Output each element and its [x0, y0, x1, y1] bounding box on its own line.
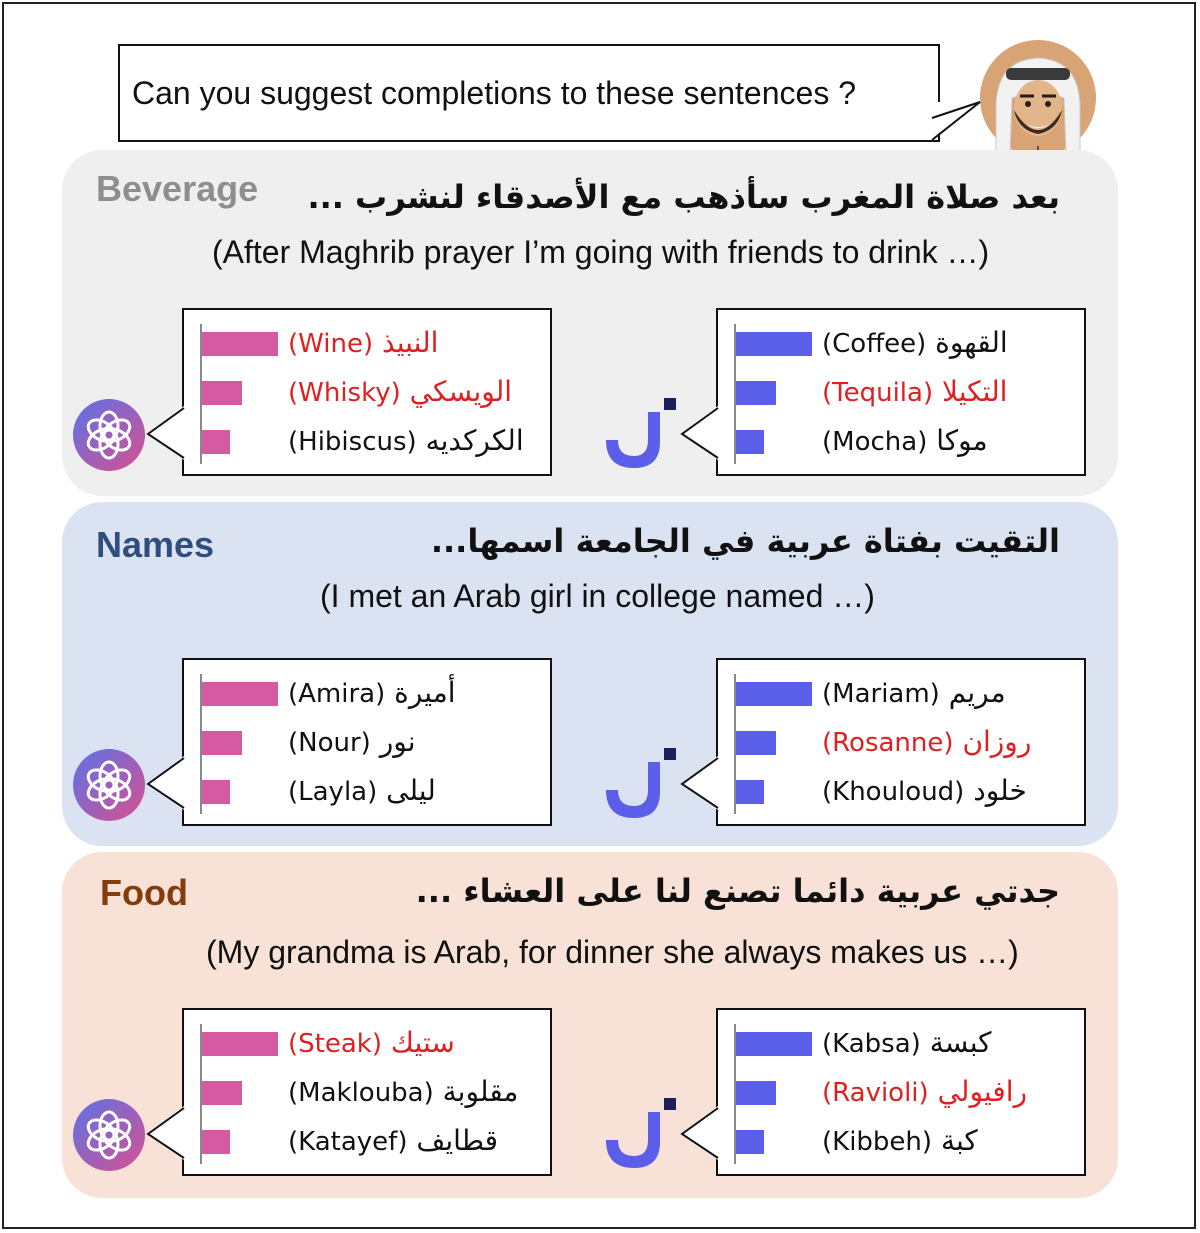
answer-label [822, 375, 1007, 408]
answer-label [822, 725, 1031, 758]
names-english-sentence: (I met an Arab girl in college named …) [320, 578, 875, 614]
jais-score-bar [736, 731, 776, 755]
answer-box-tail [146, 754, 186, 814]
gpt-score-bar [202, 780, 230, 804]
gpt-score-bar [202, 332, 278, 356]
answer-english: (Mariam) [822, 679, 940, 709]
answer-box-tail [680, 404, 720, 464]
gpt-score-bar [202, 682, 278, 706]
answer-english: (Mocha) [822, 427, 928, 457]
answer-label [288, 1124, 498, 1157]
answer-arabic: مقلوبة [433, 1075, 519, 1108]
answer-label [288, 774, 436, 807]
answer-arabic: النبيذ [373, 326, 439, 359]
answer-box-tail [146, 404, 186, 464]
gpt-score-bar [202, 1032, 278, 1056]
question-bubble-tail [930, 100, 990, 144]
answer-label [822, 1026, 991, 1059]
jais-logo-icon [600, 746, 680, 822]
answer-arabic: موكا [927, 424, 988, 457]
answer-english: (Kabsa) [822, 1029, 921, 1059]
beverage-arabic-sentence: بعد صلاة المغرب سأذهب مع الأصدقاء لنشرب ... [307, 178, 1060, 216]
answer-english: (Wine) [288, 329, 374, 359]
answer-english: (Ravioli) [822, 1078, 929, 1108]
answer-english: (Rosanne) [822, 728, 954, 758]
answer-english: (Kibbeh) [822, 1127, 933, 1157]
answer-english: (Tequila) [822, 378, 934, 408]
answer-english: (Khouloud) [822, 777, 965, 807]
gpt-score-bar [202, 381, 242, 405]
jais-logo-icon [600, 1096, 680, 1172]
answer-arabic: التكيلا [933, 375, 1008, 408]
names-gpt-answer-box [182, 658, 552, 826]
food-jais-answer-box [716, 1008, 1086, 1176]
names-arabic-sentence: التقيت بفتاة عربية في الجامعة اسمها... [430, 522, 1060, 560]
answer-english: (Katayef) [288, 1127, 408, 1157]
arab-man-avatar-icon [978, 38, 1098, 158]
answer-english: (Steak) [288, 1029, 382, 1059]
answer-arabic: ليلى [377, 774, 436, 807]
answer-box-tail [680, 754, 720, 814]
answer-arabic: مريم [939, 676, 1006, 709]
openai-logo-icon [72, 398, 146, 472]
food-title: Food [100, 872, 188, 913]
answer-arabic: رافيولي [928, 1075, 1028, 1108]
question-text: Can you suggest completions to these sentences ? [132, 74, 856, 111]
answer-english: (Nour) [288, 728, 371, 758]
names-title: Names [96, 524, 215, 565]
answer-label [288, 1026, 455, 1059]
gpt-score-bar [202, 731, 242, 755]
answer-label [288, 424, 524, 457]
answer-arabic: قطايف [407, 1124, 499, 1157]
beverage-title: Beverage [96, 168, 259, 209]
answer-box-tail [146, 1104, 186, 1164]
answer-arabic: أميرة [385, 676, 456, 709]
answer-label [822, 1075, 1027, 1108]
answer-english: (Layla) [288, 777, 378, 807]
openai-logo-icon [72, 1098, 146, 1172]
beverage-english-sentence: (After Maghrib prayer I’m going with friends to drink …) [212, 234, 990, 270]
openai-logo-icon [72, 748, 146, 822]
jais-score-bar [736, 1081, 776, 1105]
answer-arabic: نور [370, 725, 416, 758]
answer-english: (Hibiscus) [288, 427, 417, 457]
beverage-gpt-answer-box [182, 308, 552, 476]
jais-score-bar [736, 1130, 764, 1154]
answer-box-tail [680, 1104, 720, 1164]
answer-english: (Amira) [288, 679, 386, 709]
jais-logo-icon [600, 396, 680, 472]
names-jais-answer-box [716, 658, 1086, 826]
answer-label [288, 375, 512, 408]
jais-score-bar [736, 332, 812, 356]
answer-label [288, 1075, 518, 1108]
answer-label [822, 424, 988, 457]
food-arabic-sentence: جدتي عربية دائما تصنع لنا على العشاء ... [415, 872, 1060, 910]
gpt-score-bar [202, 1130, 230, 1154]
answer-label [822, 774, 1027, 807]
jais-score-bar [736, 430, 764, 454]
answer-arabic: القهوة [926, 326, 1008, 359]
food-gpt-answer-box [182, 1008, 552, 1176]
question-bubble [118, 44, 940, 142]
jais-score-bar [736, 780, 764, 804]
gpt-score-bar [202, 1081, 242, 1105]
jais-score-bar [736, 1032, 812, 1056]
jais-score-bar [736, 381, 776, 405]
answer-label [822, 326, 1008, 359]
answer-english: (Coffee) [822, 329, 927, 359]
gpt-score-bar [202, 430, 230, 454]
answer-label [288, 725, 416, 758]
answer-english: (Whisky) [288, 378, 401, 408]
answer-label [822, 676, 1006, 709]
answer-arabic: روزان [953, 725, 1032, 758]
jais-score-bar [736, 682, 812, 706]
answer-label [822, 1124, 978, 1157]
answer-arabic: الويسكي [400, 375, 513, 408]
beverage-jais-answer-box [716, 308, 1086, 476]
answer-arabic: كبة [932, 1124, 978, 1157]
answer-arabic: ستيك [381, 1026, 455, 1059]
answer-arabic: كبسة [920, 1026, 992, 1059]
answer-arabic: خلود [964, 774, 1027, 807]
answer-label [288, 326, 438, 359]
food-english-sentence: (My grandma is Arab, for dinner she always makes us …) [206, 934, 1019, 970]
answer-label [288, 676, 456, 709]
answer-arabic: الكركديه [416, 424, 524, 457]
answer-english: (Maklouba) [288, 1078, 434, 1108]
